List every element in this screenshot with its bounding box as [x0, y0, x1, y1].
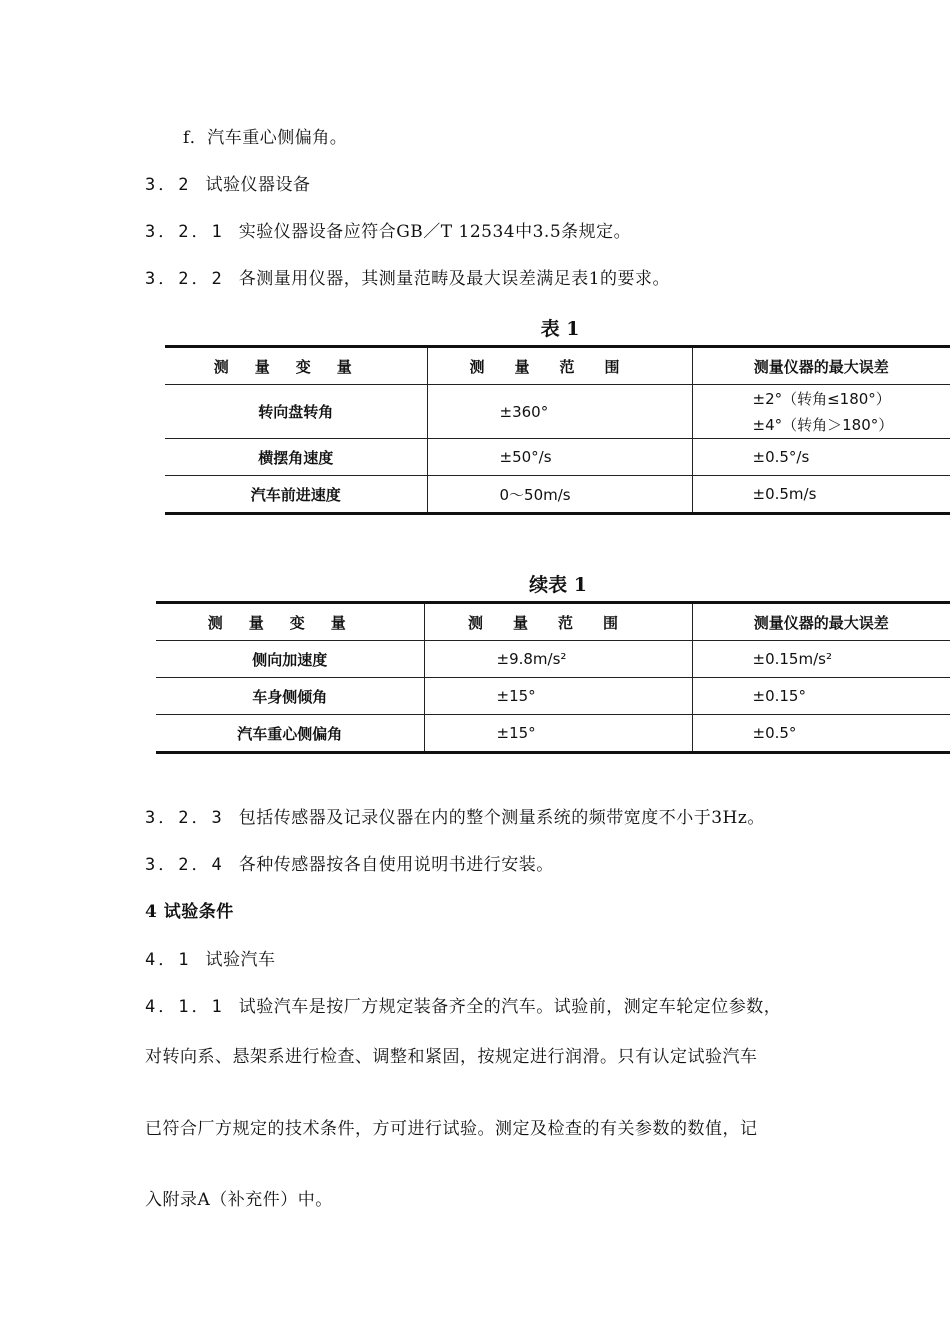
cell-variable: 汽车前进速度	[165, 476, 427, 514]
paragraph-continuation-2: 已符合厂方规定的技术条件，方可进行试验。测定及检查的有关参数的数值，记	[145, 1119, 758, 1139]
table-1-cont-caption: 续表 1	[529, 574, 587, 596]
cell-variable: 横摆角速度	[165, 439, 427, 476]
list-item-f: f．汽车重心侧偏角。	[183, 128, 348, 148]
section-3-2-4	[145, 853, 554, 877]
section-4-heading: 4 试验条件	[145, 902, 234, 922]
section-title: 试验仪器设备	[205, 175, 311, 195]
cell-range: ±50°/s	[427, 439, 692, 476]
error-line-2: ±4°（转角＞180°）	[752, 415, 894, 434]
table-header-row	[165, 347, 950, 385]
section-text: 包括传感器及记录仪器在内的整个测量系统的频带宽度不小于3Hz。	[238, 808, 765, 828]
paragraph-continuation-1: 对转向系、悬架系进行检查、调整和紧固，按规定进行润滑。只有认定试验汽车	[145, 1047, 758, 1067]
section-text: 实验仪器设备应符合GB／T 12534中3.5条规定。	[238, 222, 632, 242]
table-row	[165, 439, 950, 476]
table-1-continued	[156, 601, 950, 754]
header-max-error: 测量仪器的最大误差	[692, 347, 950, 385]
cell-variable: 汽车重心侧偏角	[156, 715, 424, 753]
table-row	[165, 385, 950, 439]
header-variable: 测量变量	[165, 347, 427, 385]
cell-range: 0～50m/s	[427, 476, 692, 514]
section-4-1	[145, 948, 275, 972]
section-number: 3．2．1	[145, 222, 225, 242]
cell-max-error: ±0.5m/s	[692, 476, 950, 514]
cell-max-error: ±0.15°	[692, 678, 950, 715]
paragraph-continuation-3: 入附录A（补充件）中。	[145, 1190, 333, 1210]
section-number: 4．1．1	[145, 997, 225, 1017]
section-3-2-1	[145, 220, 631, 244]
section-3-2	[145, 173, 310, 197]
header-range: 测量范围	[427, 347, 692, 385]
cell-range: ±15°	[424, 715, 692, 753]
cell-range: ±15°	[424, 678, 692, 715]
error-line-1: ±2°（转角≤180°）	[752, 389, 891, 408]
cell-max-error: ±0.5°	[692, 715, 950, 753]
table-row	[156, 641, 950, 678]
table-row	[156, 678, 950, 715]
cell-variable: 侧向加速度	[156, 641, 424, 678]
cell-variable: 车身侧倾角	[156, 678, 424, 715]
table-header-row	[156, 603, 950, 641]
table-row	[165, 476, 950, 514]
section-number: 3．2．4	[145, 855, 225, 875]
header-max-error: 测量仪器的最大误差	[692, 603, 950, 641]
cell-range: ±360°	[427, 385, 692, 439]
section-number: 3．2．2	[145, 269, 225, 289]
cell-max-error	[692, 385, 950, 439]
header-variable: 测量变量	[156, 603, 424, 641]
cell-max-error: ±0.15m/s²	[692, 641, 950, 678]
table-1	[165, 345, 950, 515]
section-text: 试验汽车是按厂方规定装备齐全的汽车。试验前，测定车轮定位参数，	[238, 997, 782, 1017]
section-number: 3．2	[145, 175, 192, 195]
cell-range: ±9.8m/s²	[424, 641, 692, 678]
header-range: 测量范围	[424, 603, 692, 641]
section-number: 4．1	[145, 950, 192, 970]
section-text: 各种传感器按各自使用说明书进行安装。	[238, 855, 554, 875]
table-1-caption: 表 1	[540, 318, 580, 340]
section-text: 各测量用仪器，其测量范畴及最大误差满足表1的要求。	[238, 269, 671, 289]
cell-variable: 转向盘转角	[165, 385, 427, 439]
section-4-1-1	[145, 995, 781, 1019]
section-number: 3．2．3	[145, 808, 225, 828]
table-row	[156, 715, 950, 753]
cell-max-error: ±0.5°/s	[692, 439, 950, 476]
section-title: 试验汽车	[205, 950, 276, 970]
section-3-2-2	[145, 267, 670, 291]
section-3-2-3	[145, 806, 765, 830]
